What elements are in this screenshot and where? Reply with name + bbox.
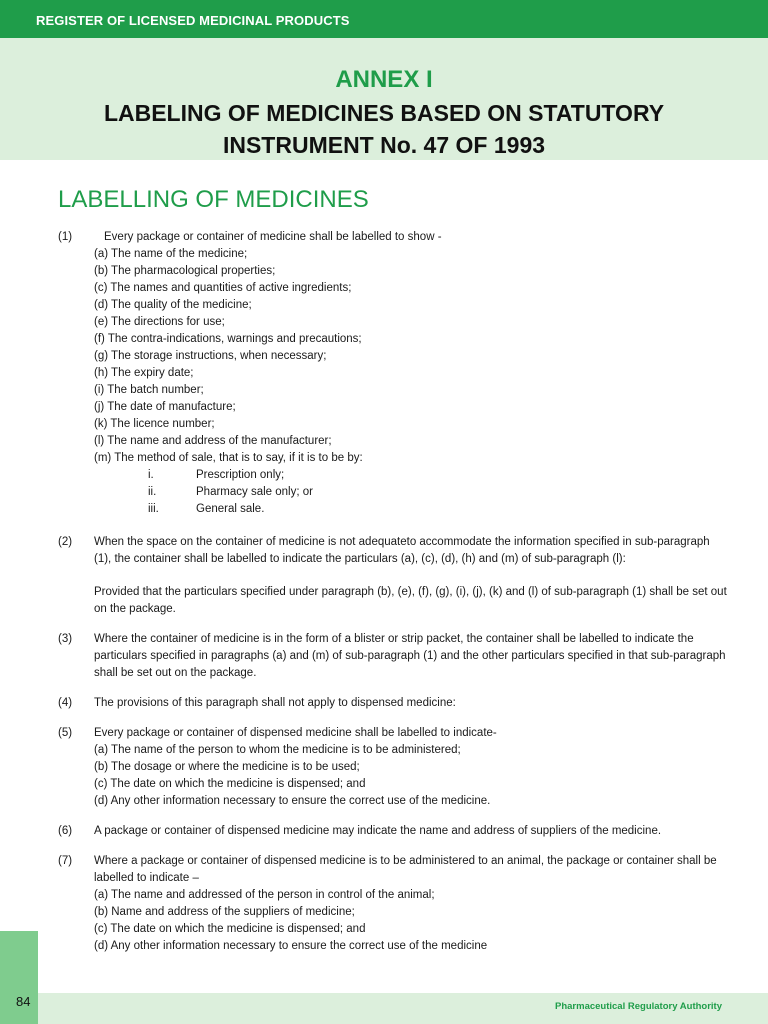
paragraph-text: The provisions of this paragraph shall not apply to dispensed medicine: <box>94 697 456 709</box>
spacer <box>58 712 730 725</box>
paragraph-number: (5) <box>58 727 73 739</box>
list-item <box>148 484 730 501</box>
roman-numeral: i. <box>148 469 154 481</box>
list-item: (b) Name and address of the suppliers of medicine; <box>94 906 355 918</box>
list-item: (j) The date of manufacture; <box>94 401 236 413</box>
paragraph-lead: Where a package or container of dispensed medicine is to be administered to an animal, the package or container shall be labelled to indicate – <box>94 855 717 884</box>
roman-numeral: iii. <box>148 503 159 515</box>
spacer <box>58 840 730 853</box>
spacer <box>58 618 730 631</box>
paragraph-text: When the space on the container of medicine is not adequateto accommodate the information specified in sub-paragraph (1), the container shall be labelled to indicate the particulars (a), (c), (d), (h) and (m) of sub-paragraph (l): <box>94 536 710 565</box>
paragraph-4 <box>58 695 730 712</box>
footer-publisher: Pharmaceutical Regulatory Authority <box>555 1001 722 1012</box>
spacer <box>94 568 730 584</box>
title-line-2: INSTRUMENT No. 47 OF 1993 <box>222 132 546 158</box>
list-item: (l) The name and address of the manufacturer; <box>94 435 332 447</box>
paragraph-3 <box>58 631 730 682</box>
list-item: (a) The name of the medicine; <box>94 248 248 260</box>
paragraph-text: Where the container of medicine is in the form of a blister or strip packet, the container shall be labelled to indicate the particulars specified in paragraphs (a) and (m) of sub-paragraph (1) and the other particulars specified in that sub-paragraph shall be set out on the package. <box>94 633 726 679</box>
sale-method-list <box>94 467 730 518</box>
paragraph-number: (1) <box>58 231 73 243</box>
annex-label: ANNEX I <box>335 66 433 93</box>
list-item-text: Pharmacy sale only; or <box>196 486 313 498</box>
list-item: (a) The name and addressed of the person in control of the animal; <box>94 889 435 901</box>
spacer <box>58 810 730 823</box>
page-number: 84 <box>16 994 31 1009</box>
running-title: REGISTER OF LICENSED MEDICINAL PRODUCTS <box>36 13 350 28</box>
list-item: (h) The expiry date; <box>94 367 194 379</box>
list-item: (e) The directions for use; <box>94 316 225 328</box>
title-block <box>0 38 768 160</box>
paragraph-1 <box>58 229 730 518</box>
page-edge-tab <box>0 931 38 1024</box>
list-item: (f) The contra-indications, warnings and precautions; <box>94 333 362 345</box>
list-item: (d) The quality of the medicine; <box>94 299 252 311</box>
paragraph-text: A package or container of dispensed medicine may indicate the name and address of suppliers of the medicine. <box>94 825 662 837</box>
list-item: (b) The dosage or where the medicine is to be used; <box>94 761 360 773</box>
list-item: (g) The storage instructions, when necessary; <box>94 350 327 362</box>
list-item: (a) The name of the person to whom the medicine is to be administered; <box>94 744 461 756</box>
paragraph-proviso: Provided that the particulars specified under paragraph (b), (e), (f), (g), (i), (j), (k) and (l) of sub-paragraph (1) shall be set out on the package. <box>94 586 727 615</box>
list-item-text: General sale. <box>196 503 265 515</box>
spacer <box>58 518 730 534</box>
list-item <box>148 467 730 484</box>
item-list <box>94 246 730 467</box>
section-heading: LABELLING OF MEDICINES <box>58 186 369 213</box>
paragraph-2 <box>58 534 730 618</box>
document-title <box>0 97 768 161</box>
spacer <box>58 682 730 695</box>
list-item: (m) The method of sale, that is to say, if it is to be by: <box>94 452 363 464</box>
paragraph-number: (7) <box>58 855 73 867</box>
list-item: (k) The licence number; <box>94 418 215 430</box>
document-body <box>58 229 730 955</box>
list-item: (d) Any other information necessary to ensure the correct use of the medicine <box>94 940 488 952</box>
title-line-1: LABELING OF MEDICINES BASED ON STATUTORY <box>103 100 665 126</box>
list-item: (c) The date on which the medicine is dispensed; and <box>94 923 366 935</box>
paragraph-lead: Every package or container of medicine shall be labelled to show - <box>104 231 442 243</box>
paragraph-number: (2) <box>58 536 73 548</box>
paragraph-5 <box>58 725 730 810</box>
paragraph-lead: Every package or container of dispensed medicine shall be labelled to indicate- <box>94 727 497 739</box>
list-item-text: Prescription only; <box>196 469 285 481</box>
list-item <box>148 501 730 518</box>
header-bar <box>0 0 768 38</box>
list-item: (b) The pharmacological properties; <box>94 265 276 277</box>
list-item: (d) Any other information necessary to ensure the correct use of the medicine. <box>94 795 491 807</box>
paragraph-7 <box>58 853 730 955</box>
list-item: (i) The batch number; <box>94 384 204 396</box>
list-item: (c) The names and quantities of active ingredients; <box>94 282 352 294</box>
roman-numeral: ii. <box>148 486 157 498</box>
paragraph-number: (3) <box>58 633 73 645</box>
paragraph-6 <box>58 823 730 840</box>
paragraph-number: (4) <box>58 697 73 709</box>
paragraph-number: (6) <box>58 825 73 837</box>
list-item: (c) The date on which the medicine is dispensed; and <box>94 778 366 790</box>
